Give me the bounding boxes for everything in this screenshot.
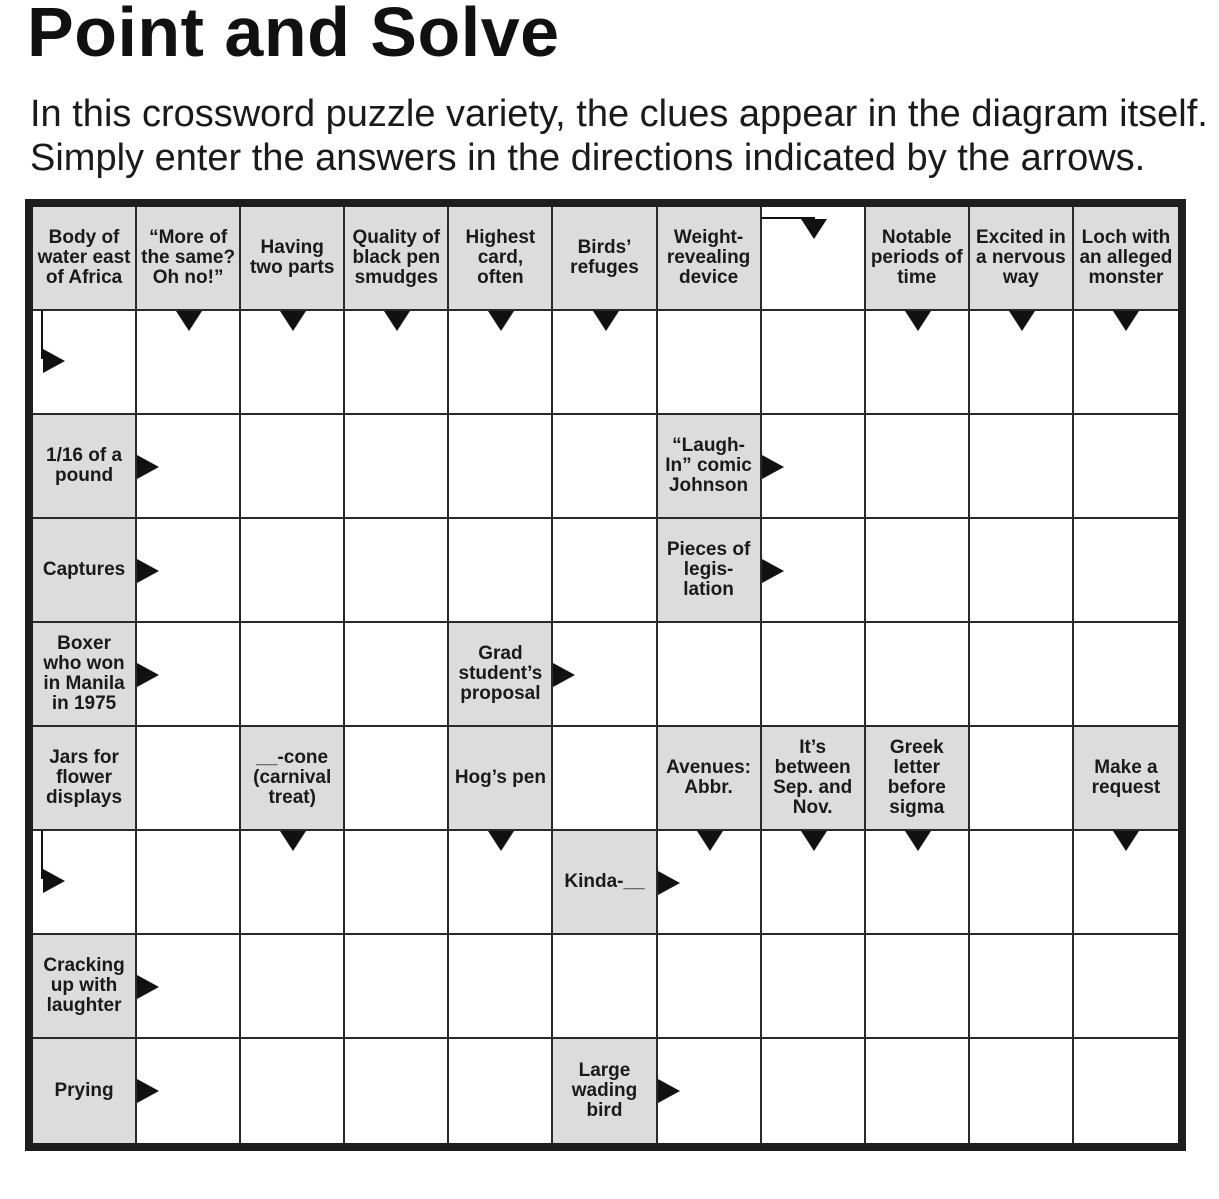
- clue-text: “Laugh-In” comic Johnson: [665, 435, 752, 496]
- answer-cell[interactable]: [970, 727, 1074, 831]
- answer-cell[interactable]: [449, 415, 553, 519]
- hook-right-arrow-icon: [43, 869, 65, 893]
- hook-down-arrow-icon: [801, 219, 827, 239]
- right-arrow-icon: [658, 871, 680, 895]
- answer-cell[interactable]: [1074, 1039, 1178, 1143]
- answer-cell[interactable]: [1074, 935, 1178, 1039]
- page-title: Point and Solve: [27, 0, 560, 71]
- down-arrow-icon: [801, 831, 827, 851]
- clue-text: 1/16 of a pound: [46, 445, 123, 486]
- clue-text: Highest card, often: [465, 227, 536, 288]
- clue-text: Greek letter before sigma: [887, 737, 946, 818]
- clue-text: Having two parts: [249, 237, 335, 278]
- instructions-line: In this crossword puzzle variety, the clues appear in the diagram itself.: [30, 93, 1208, 135]
- answer-cell[interactable]: [553, 519, 657, 623]
- right-arrow-icon: [658, 1079, 680, 1103]
- answer-cell[interactable]: [345, 519, 449, 623]
- answer-cell[interactable]: [1074, 519, 1178, 623]
- clue-text: Cracking up with laughter: [43, 955, 125, 1016]
- answer-cell[interactable]: [553, 415, 657, 519]
- clue-text: Boxer who won in Manila in 1975: [43, 633, 125, 714]
- answer-cell[interactable]: [345, 623, 449, 727]
- down-arrow-icon: [280, 831, 306, 851]
- right-arrow-icon: [137, 559, 159, 583]
- answer-cell[interactable]: [449, 519, 553, 623]
- clue-text: Weight-revealing device: [666, 227, 751, 288]
- clue-cell: [137, 207, 241, 311]
- clue-text: Pieces of legis-lation: [666, 539, 751, 600]
- clue-cell: [658, 415, 762, 519]
- clue-text: Prying: [54, 1080, 114, 1101]
- answer-cell[interactable]: [866, 1039, 970, 1143]
- instructions: [30, 92, 1210, 180]
- clue-cell: [658, 519, 762, 623]
- answer-cell[interactable]: [866, 415, 970, 519]
- clue-text: Large wading bird: [571, 1060, 638, 1121]
- clue-text: Kinda-__: [564, 871, 645, 892]
- right-arrow-icon: [137, 975, 159, 999]
- clue-cell: [33, 519, 137, 623]
- clue-cell: [449, 623, 553, 727]
- answer-cell[interactable]: [970, 1039, 1074, 1143]
- clue-text: Body of water east of Africa: [37, 227, 131, 288]
- answer-cell[interactable]: [762, 1039, 866, 1143]
- answer-cell[interactable]: [970, 623, 1074, 727]
- down-arrow-icon: [1113, 831, 1139, 851]
- down-arrow-icon: [905, 831, 931, 851]
- crossword-grid: [25, 199, 1186, 1151]
- answer-cell[interactable]: [553, 727, 657, 831]
- clue-cell: [33, 727, 137, 831]
- down-arrow-icon: [1113, 311, 1139, 331]
- clue-text: Make a request: [1091, 757, 1161, 798]
- down-arrow-icon: [488, 311, 514, 331]
- clue-cell: [762, 727, 866, 831]
- answer-cell[interactable]: [345, 935, 449, 1039]
- answer-cell[interactable]: [345, 727, 449, 831]
- hook-right-arrow-icon: [43, 349, 65, 373]
- clue-cell: [970, 207, 1074, 311]
- clue-cell: [241, 727, 345, 831]
- answer-cell[interactable]: [970, 935, 1074, 1039]
- down-arrow-icon: [176, 311, 202, 331]
- clue-cell: [658, 207, 762, 311]
- answer-cell[interactable]: [241, 935, 345, 1039]
- clue-cell: [345, 207, 449, 311]
- answer-cell[interactable]: [241, 623, 345, 727]
- clue-text: Birds’ refuges: [570, 237, 639, 278]
- clue-cell: [33, 935, 137, 1039]
- down-arrow-icon: [905, 311, 931, 331]
- right-arrow-icon: [137, 663, 159, 687]
- answer-cell[interactable]: [241, 415, 345, 519]
- down-arrow-icon: [384, 311, 410, 331]
- clue-cell: [553, 831, 657, 935]
- down-arrow-icon: [280, 311, 306, 331]
- clue-cell: [449, 207, 553, 311]
- answer-cell[interactable]: [241, 519, 345, 623]
- clue-cell: [553, 1039, 657, 1143]
- right-arrow-icon: [553, 663, 575, 687]
- clue-cell: [33, 1039, 137, 1143]
- answer-cell[interactable]: [449, 1039, 553, 1143]
- right-arrow-icon: [137, 455, 159, 479]
- clue-cell: [866, 727, 970, 831]
- clue-text: Quality of black pen smudges: [352, 227, 441, 288]
- clue-cell: [553, 207, 657, 311]
- answer-cell[interactable]: [970, 831, 1074, 935]
- down-arrow-icon: [1009, 311, 1035, 331]
- clue-text: Loch with an alleged monster: [1079, 227, 1173, 288]
- answer-cell[interactable]: [553, 935, 657, 1039]
- clue-cell: [1074, 727, 1178, 831]
- clue-cell: [33, 207, 137, 311]
- clue-text: It’s between Sep. and Nov.: [773, 737, 853, 818]
- clue-cell: [449, 727, 553, 831]
- answer-cell[interactable]: [1074, 415, 1178, 519]
- answer-cell[interactable]: [137, 727, 241, 831]
- clue-text: Grad student’s proposal: [458, 643, 543, 704]
- down-arrow-icon: [488, 831, 514, 851]
- clue-cell: [658, 727, 762, 831]
- down-arrow-icon: [697, 831, 723, 851]
- clue-cell: [241, 207, 345, 311]
- clue-cell: [866, 207, 970, 311]
- right-arrow-icon: [762, 455, 784, 479]
- down-arrow-icon: [593, 311, 619, 331]
- clue-cell: [33, 623, 137, 727]
- answer-cell[interactable]: [345, 1039, 449, 1143]
- clue-text: Captures: [42, 559, 126, 580]
- clue-cell: [1074, 207, 1178, 311]
- answer-cell[interactable]: [866, 519, 970, 623]
- answer-cell[interactable]: [658, 311, 762, 415]
- answer-cell[interactable]: [658, 935, 762, 1039]
- clue-text: Avenues: Abbr.: [666, 757, 751, 798]
- answer-cell[interactable]: [449, 935, 553, 1039]
- clue-text: Hog’s pen: [454, 767, 546, 788]
- clue-text: Notable periods of time: [870, 227, 963, 288]
- clue-text: Jars for flower displays: [46, 747, 123, 808]
- answer-cell[interactable]: [658, 623, 762, 727]
- right-arrow-icon: [137, 1079, 159, 1103]
- answer-cell[interactable]: [762, 311, 866, 415]
- answer-cell[interactable]: [241, 1039, 345, 1143]
- answer-cell[interactable]: [762, 935, 866, 1039]
- answer-cell[interactable]: [866, 623, 970, 727]
- clue-text: Excited in a nervous way: [975, 227, 1066, 288]
- answer-cell[interactable]: [970, 519, 1074, 623]
- answer-cell[interactable]: [137, 831, 241, 935]
- answer-cell[interactable]: [970, 415, 1074, 519]
- right-arrow-icon: [762, 559, 784, 583]
- clue-text: “More of the same? Oh no!”: [141, 227, 236, 288]
- answer-cell[interactable]: [345, 415, 449, 519]
- answer-cell[interactable]: [345, 831, 449, 935]
- clue-cell: [33, 415, 137, 519]
- instructions-line: Simply enter the answers in the directions indicated by the arrows.: [30, 137, 1146, 179]
- clue-text: __-cone (carnival treat): [253, 747, 332, 808]
- answer-cell[interactable]: [762, 623, 866, 727]
- answer-cell[interactable]: [866, 935, 970, 1039]
- answer-cell[interactable]: [1074, 623, 1178, 727]
